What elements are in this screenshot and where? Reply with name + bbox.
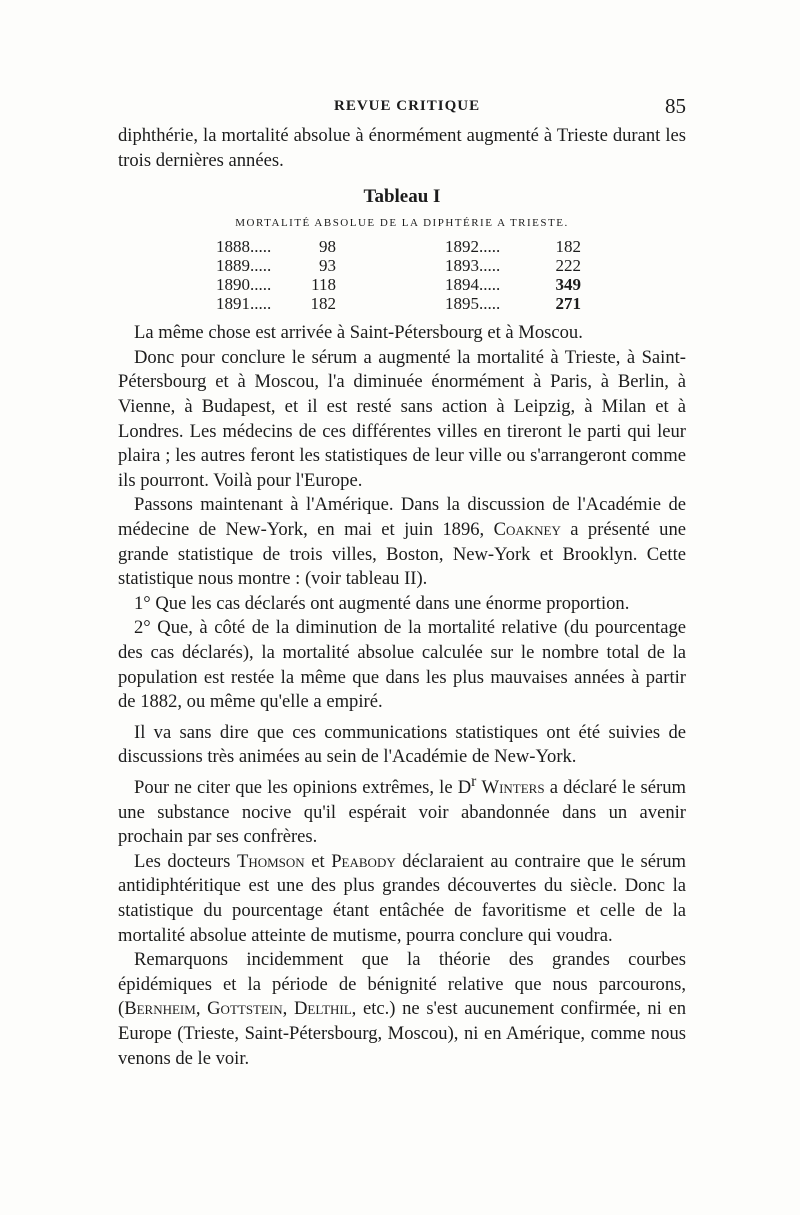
- table-row: [445, 294, 581, 313]
- paragraph-1: diphthérie, la mortalité absolue à énormément augmenté à Trieste durant les trois dernières années.: [118, 125, 686, 171]
- table-value: 182: [310, 294, 336, 314]
- table-value: 93: [319, 256, 336, 276]
- page-number: 85: [665, 94, 686, 118]
- mortality-table: [118, 237, 686, 313]
- table-row: [216, 237, 336, 256]
- superscript: r: [471, 772, 477, 790]
- table-row: [445, 275, 581, 294]
- paragraph-4-text: Passons maintenant à l'Amérique. Dans la discussion de l'Académie de médecine de New-York, en mai et juin 1896,: [118, 494, 686, 540]
- table-year: 1888.....: [216, 237, 272, 257]
- paragraph-9: [118, 850, 686, 948]
- author-name: Bernheim: [124, 998, 196, 1020]
- paragraph-6: 2° Que, à côté de la diminution de la mortalité relative (du pourcentage des cas déclarés), la mortalité absolue calculée sur le nombre total de la population est restée la même que dans les plus mauvaises années à partir de 1882, ou même qu'elle a empiré.: [118, 617, 686, 713]
- table-year: 1895.....: [445, 294, 501, 314]
- paragraph-3: Donc pour conclure le sérum a augmenté la mortalité à Trieste, à Saint-Pétersbourg et à Moscou, l'a diminuée énormément à Paris, à Berlin, à Vienne, à Budapest, et il est resté sans action à Leipzig, à Milan et à Londres. Les médecins de ces différentes villes en tireront le parti qui leur plaira ; les autres feront les statistiques de leur ville ou s'arrangeront comme ils pourront. Voilà pour l'Europe.: [118, 346, 686, 491]
- table-value: 118: [311, 275, 336, 295]
- table-row: [216, 275, 336, 294]
- paragraph-10-text: ,: [195, 998, 208, 1020]
- table-year: 1891.....: [216, 294, 272, 314]
- table-title: Tableau I: [363, 186, 441, 208]
- table-year: 1892.....: [445, 237, 501, 257]
- table-value: 222: [555, 256, 581, 276]
- paragraph-5: 1° Que les cas déclarés ont augmenté dans une énorme proportion.: [134, 592, 630, 614]
- table-year: 1889.....: [216, 256, 272, 276]
- paragraph-7: Il va sans dire que ces communications statistiques ont été suivies de discussions très animées au sein de l'Académie de New-York.: [118, 721, 686, 768]
- page-header: [118, 96, 686, 120]
- table-year: 1894.....: [445, 275, 501, 295]
- running-head: REVUE CRITIQUE: [334, 98, 481, 114]
- paragraph-10: [118, 948, 686, 1071]
- paragraph-8-text: Pour ne citer que les opinions extrêmes, le D: [134, 777, 472, 799]
- table-value: 98: [319, 237, 336, 257]
- paragraph-10-text: Remarquons incidemment que la théorie des grandes courbes épidémiques et la période de bénignité relative que nous parcourons, (: [118, 949, 686, 1020]
- table-subtitle: MORTALITÉ ABSOLUE DE LA DIPHTÉRIE A TRIESTE.: [235, 217, 569, 230]
- paragraph-4-text: a présenté une grande statistique de trois villes, Boston, New-York et Brooklyn. Cette statistique nous montre : (voir tableau II).: [118, 518, 686, 590]
- paragraph-10-text: ,: [282, 998, 294, 1020]
- table-value: 182: [555, 237, 581, 257]
- author-name: Winters: [481, 777, 545, 799]
- table-year: 1890.....: [216, 275, 272, 295]
- table-row: [445, 256, 581, 275]
- paragraph-9-text: Les docteurs: [134, 850, 237, 872]
- author-name: Gottstein: [207, 998, 283, 1020]
- paragraph-9-text: déclaraient au contraire que le sérum antidiphtéritique est une des plus grandes découvertes du siècle. Donc la statistique du pourcentage étant entâchée de favoritisme et celle de la mortalité absolue atteinte de mutisme, pourra conclure qui voudra.: [118, 850, 686, 946]
- table-row: [445, 237, 581, 256]
- paragraph-4: [118, 493, 686, 591]
- table-year: 1893.....: [445, 256, 501, 276]
- author-name: Peabody: [331, 850, 396, 872]
- paragraph-8: [118, 770, 686, 850]
- author-name: Coakney: [493, 518, 561, 540]
- table-column-right: [445, 237, 581, 313]
- paragraph-2: La même chose est arrivée à Saint-Pétersbourg et à Moscou.: [134, 322, 583, 344]
- author-name: Delthil: [293, 998, 352, 1020]
- table-row: [216, 294, 336, 313]
- table-value: 271: [555, 294, 581, 314]
- paragraph-10-text: , etc.) ne s'est aucunement confirmée, ni en Europe (Trieste, Saint-Pétersbourg, Moscou), ni en Amérique, comme nous venons de le voir.: [118, 998, 687, 1069]
- author-name: Thomson: [236, 850, 305, 872]
- table-value: 349: [555, 275, 581, 295]
- paragraph-9-text: et: [304, 850, 332, 872]
- paragraph-8-text: a déclaré le sérum une substance nocive qu'il espérait voir abandonnée dans un avenir prochain par ses confrères.: [118, 777, 687, 848]
- body-text: [118, 124, 686, 1071]
- table-row: [216, 256, 336, 275]
- table-column-left: [216, 237, 336, 313]
